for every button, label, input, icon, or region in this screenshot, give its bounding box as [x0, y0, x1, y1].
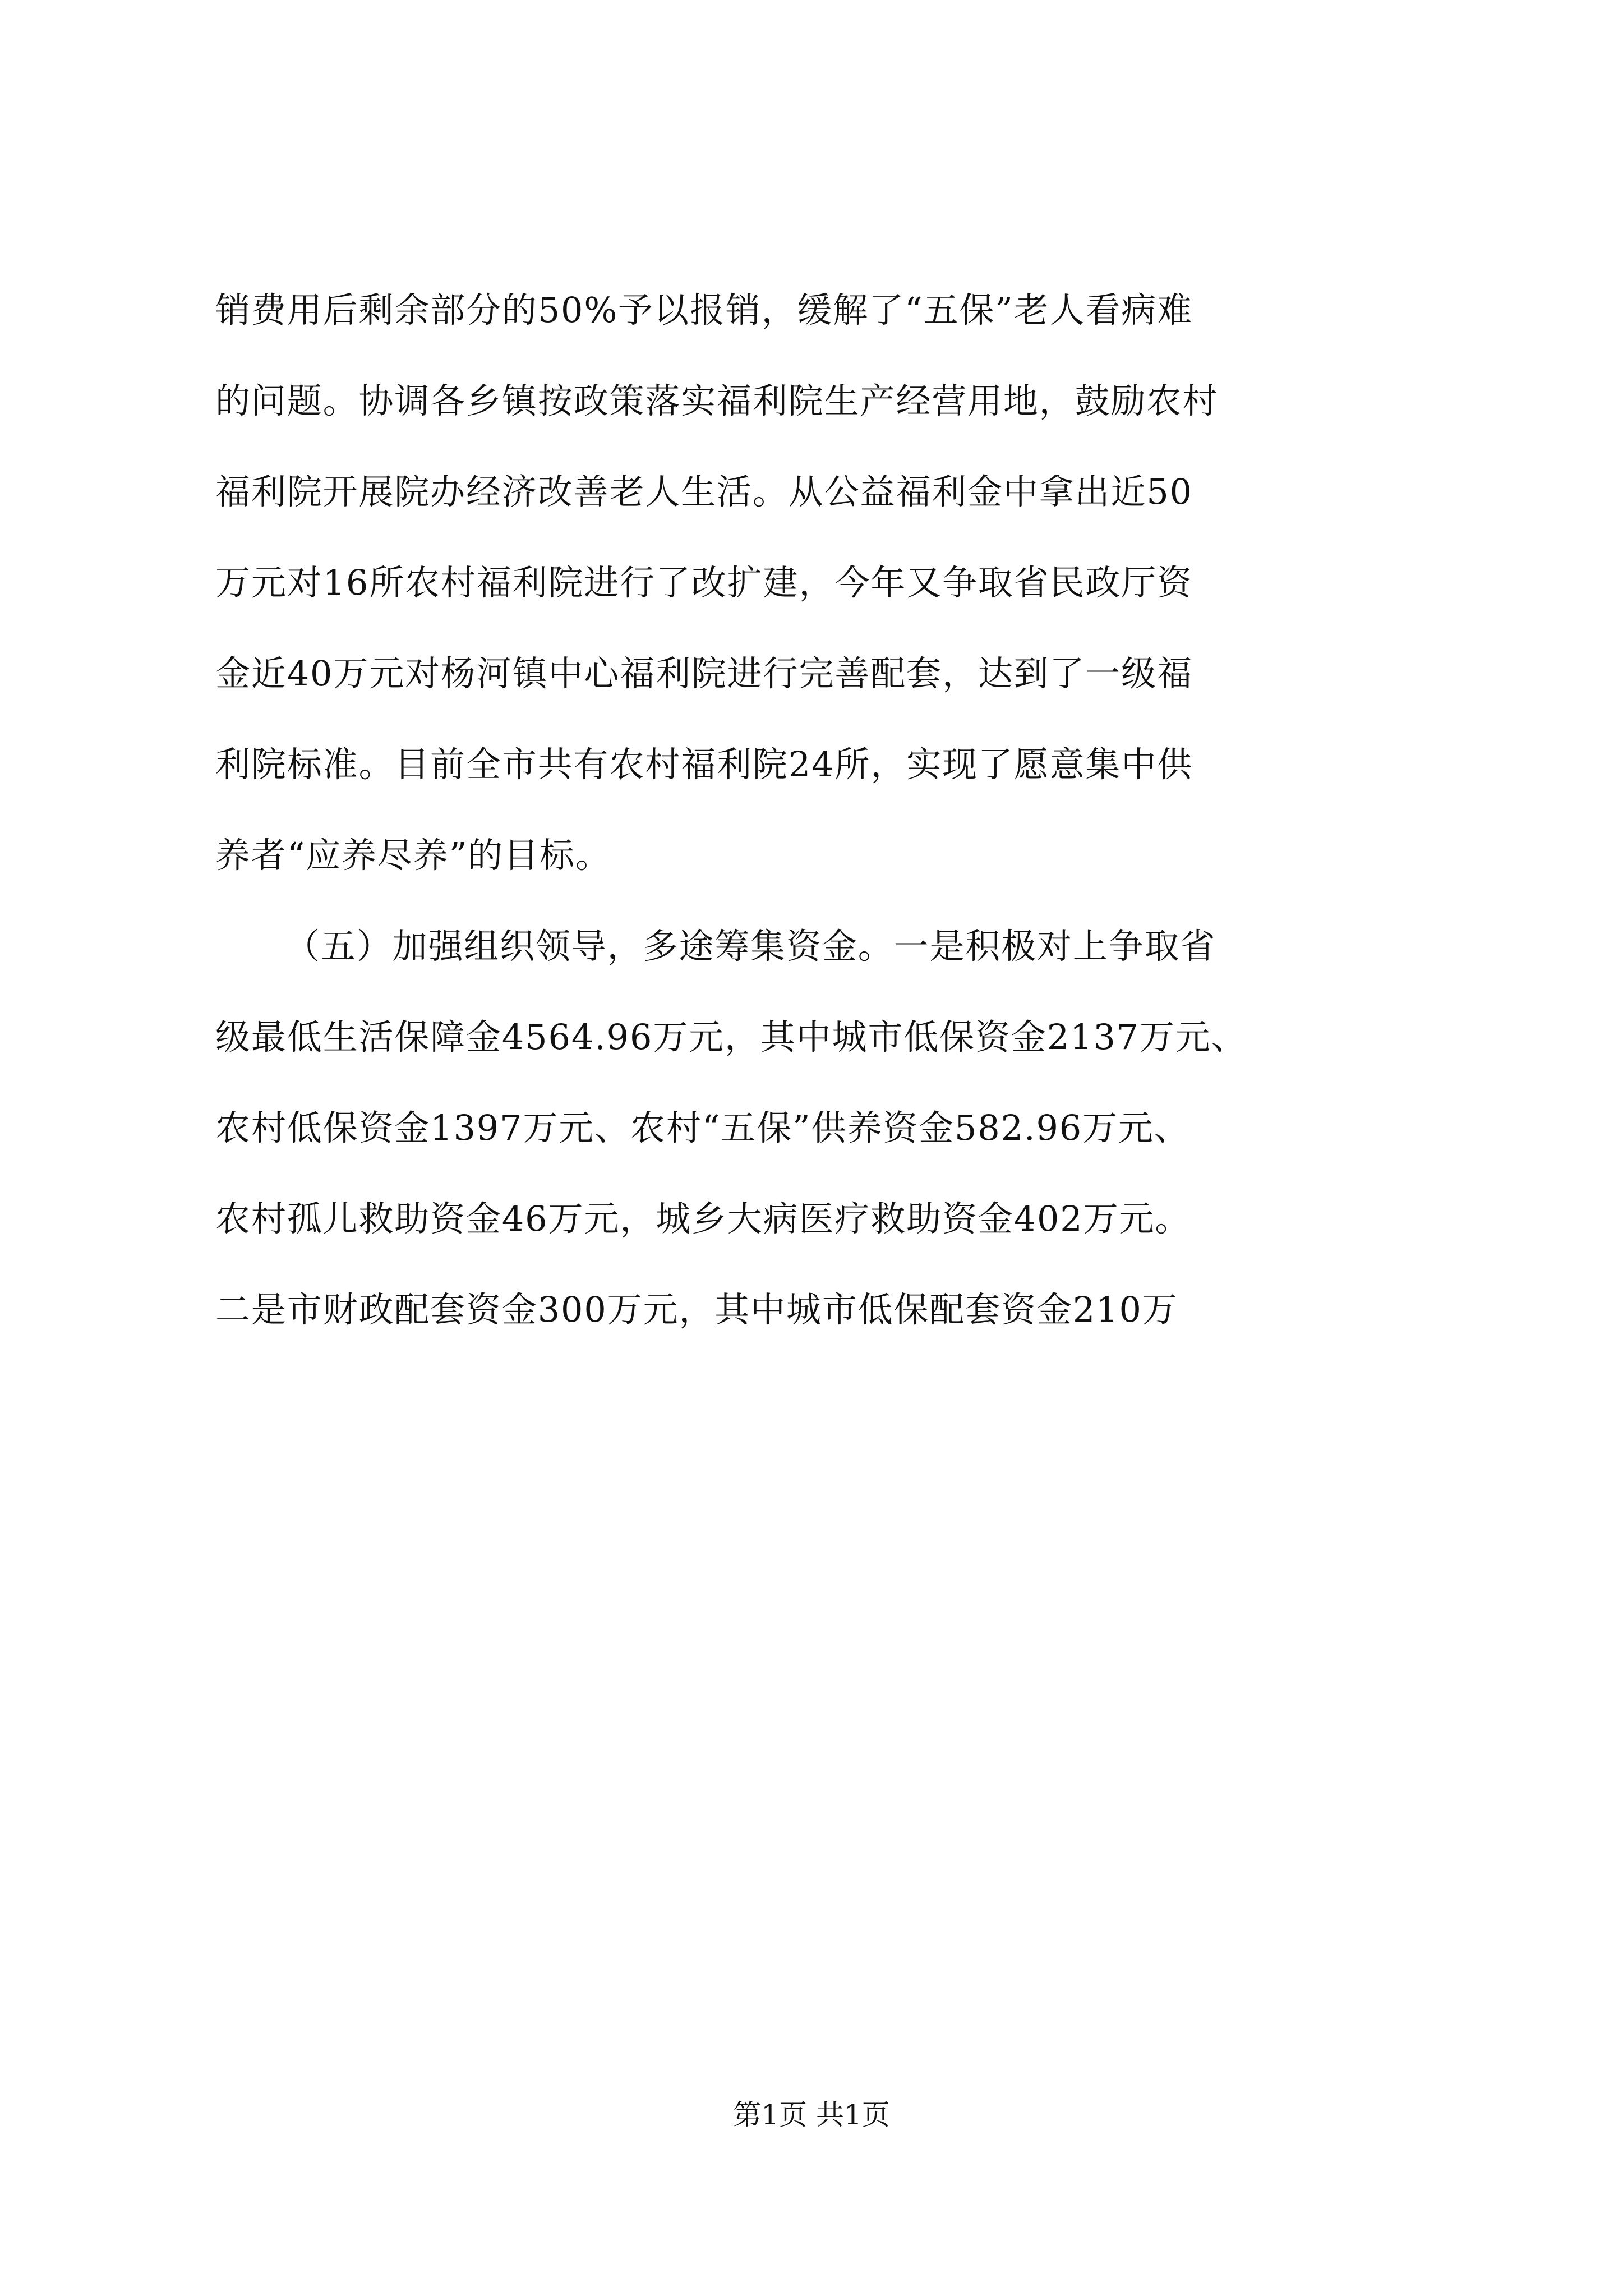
- text-line: 级最低生活保障金4564.96万元，其中城市低保资金2137万元、: [215, 1016, 1247, 1057]
- text-line: 金近40万元对杨河镇中心福利院进行完善配套，达到了一级福: [215, 653, 1193, 694]
- text-line: 农村低保资金1397万元、农村“五保”供养资金582.96万元、: [215, 1107, 1190, 1148]
- document-body: [215, 265, 1427, 1355]
- page-footer: [0, 2095, 1623, 2134]
- text-line: 利院标准。目前全市共有农村福利院24所，实现了愿意集中供: [215, 744, 1193, 785]
- paragraph-start-line: （五）加强组织领导，多途筹集资金。一是积极对上争取省: [285, 926, 1216, 967]
- text-line: 福利院开展院办经济改善老人生活。从公益福利金中拿出近50: [215, 471, 1193, 512]
- text-line: 销费用后剩余部分的50%予以报销，缓解了“五保”老人看病难: [215, 289, 1193, 330]
- text-line: 二是市财政配套资金300万元，其中城市低保配套资金210万: [215, 1289, 1178, 1330]
- text-line: 的问题。协调各乡镇按政策落实福利院生产经营用地，鼓励农村: [215, 380, 1219, 421]
- text-line: 农村孤儿救助资金46万元，城乡大病医疗救助资金402万元。: [215, 1198, 1191, 1239]
- text-line: 万元对16所农村福利院进行了改扩建，今年又争取省民政厅资: [215, 562, 1193, 603]
- text-line: 养者“应养尽养”的目标。: [215, 835, 611, 876]
- page-number: 第1页 共1页: [733, 2099, 890, 2131]
